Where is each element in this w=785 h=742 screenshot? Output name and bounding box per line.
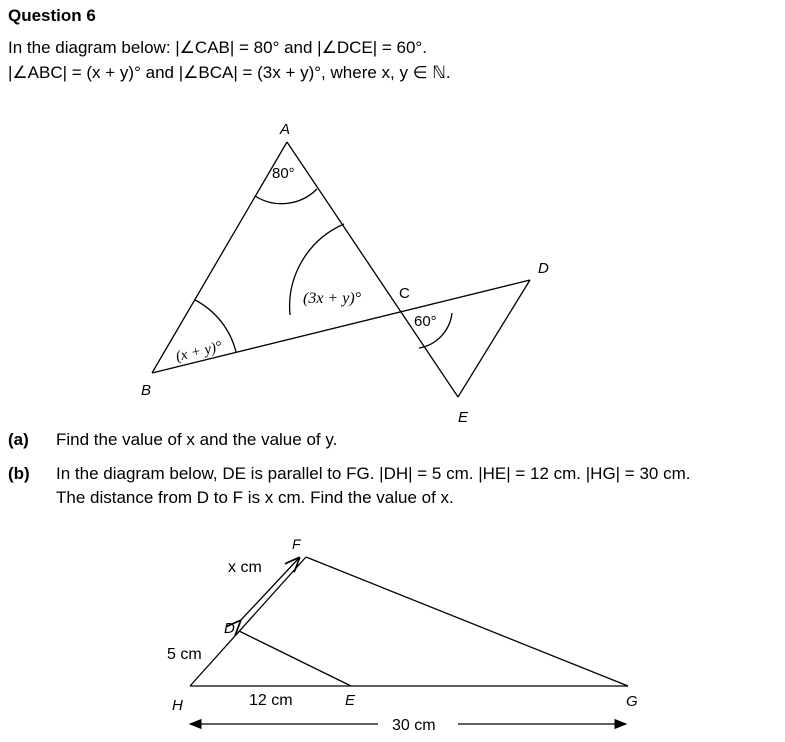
label-A: A <box>280 121 291 138</box>
part-a-text: Find the value of x and the value of y. <box>56 430 338 449</box>
angle-B-label: (x + y)° <box>174 338 224 365</box>
len-DF-label: x cm <box>228 559 262 576</box>
len-HE-label: 12 cm <box>249 692 293 709</box>
angle-DCE-label: 60° <box>414 313 437 330</box>
line-HF <box>190 557 306 686</box>
part-b-line-2: The distance from D to F is x cm. Find the value of x. <box>56 488 454 507</box>
angle-A-label: 80° <box>272 165 295 182</box>
len-HG-label: 30 cm <box>392 717 436 734</box>
label-D2: D <box>224 620 235 637</box>
label-E: E <box>458 409 469 426</box>
question-title: Question 6 <box>8 6 96 25</box>
part-a-label: (a) <box>8 430 29 449</box>
label-H: H <box>172 697 183 714</box>
label-D: D <box>538 260 549 277</box>
label-F: F <box>292 536 301 552</box>
len-DH-label: 5 cm <box>167 646 202 663</box>
label-B: B <box>141 382 152 399</box>
label-G: G <box>626 693 638 710</box>
part-b-label: (b) <box>8 464 30 483</box>
line-DE <box>239 631 351 686</box>
intro-line-2: |∠ABC| = (x + y)° and |∠BCA| = (3x + y)°, where x, y ∈ ℕ. <box>8 63 451 82</box>
label-E2: E <box>345 692 356 709</box>
part-b-line-1: In the diagram below, DE is parallel to FG. |DH| = 5 cm. |HE| = 12 cm. |HG| = 30 cm. <box>56 464 691 483</box>
line-FG <box>306 557 628 686</box>
angle-C-label: (3x + y)° <box>303 290 362 307</box>
intro-line-1: In the diagram below: |∠CAB| = 80° and |∠DCE| = 60°. <box>8 38 427 57</box>
label-C: C <box>399 285 410 302</box>
